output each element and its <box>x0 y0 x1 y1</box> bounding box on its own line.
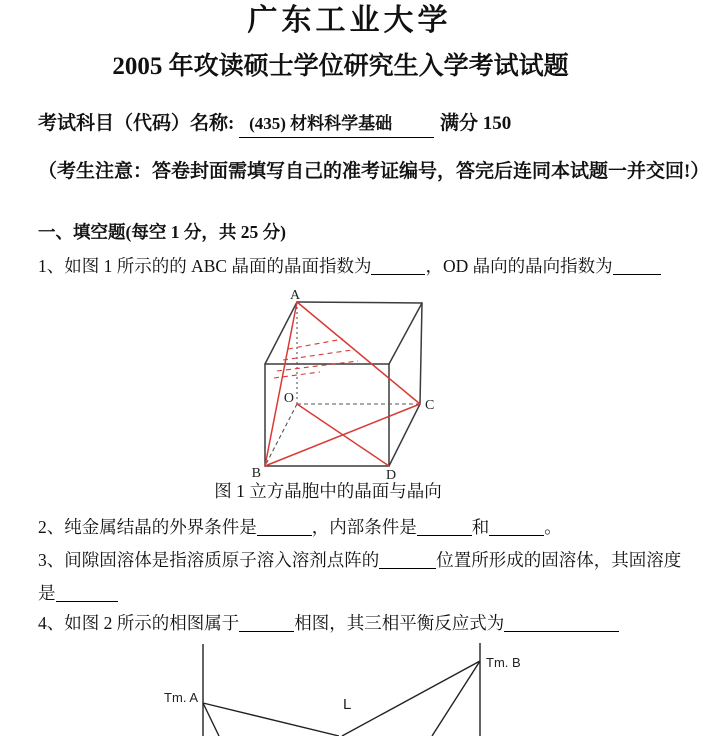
answer-blank <box>371 259 425 275</box>
edge-AC <box>297 302 420 404</box>
question-3-line-2 <box>38 580 118 606</box>
liquid-region-label: L <box>343 696 352 713</box>
question-2 <box>38 514 562 540</box>
melting-point-b-label: Tm. B <box>486 655 521 670</box>
question-3-text-1: 3、间隙固溶体是指溶质原子溶入溶剂点阵的 <box>38 550 380 570</box>
question-1-text-1: 1、如图 1 所示的的 ABC 晶面的晶面指数为 <box>38 256 372 276</box>
question-1-text-2: ，OD 晶向的晶向指数为 <box>425 256 613 276</box>
subject-value-underlined: (435) 材料科学基础 <box>239 111 434 138</box>
solidus-from-b <box>432 661 480 736</box>
question-4-text-1: 4、如图 2 所示的相图属于 <box>38 613 240 633</box>
cube-solid-edges <box>265 302 422 466</box>
question-3-text-3: 是 <box>38 583 56 603</box>
phase-diagram-lines <box>203 643 480 736</box>
question-2-text-1: 2、纯金属结晶的外界条件是 <box>38 517 257 537</box>
question-3-line-1 <box>38 547 681 573</box>
paper-title: 广东工业大学 <box>247 4 452 37</box>
subject-label: 考试科目（代码）名称: <box>38 113 235 134</box>
section-heading-fill-blanks: 一、填空题(每空 1 分，共 25 分) <box>38 222 286 242</box>
answer-blank <box>489 520 544 536</box>
subject-line <box>38 111 678 138</box>
total-score: 满分 150 <box>440 113 512 134</box>
answer-blank <box>504 616 619 632</box>
vertex-label-b: B <box>251 466 261 481</box>
answer-blank <box>613 259 661 275</box>
question-4 <box>38 610 619 636</box>
edge-AB <box>265 302 297 466</box>
vertex-label-o: O <box>283 391 294 406</box>
answer-blank <box>379 553 436 569</box>
melting-point-a-label: Tm. A <box>164 690 198 705</box>
figure1-caption: 图 1 立方晶胞中的晶面与晶向 <box>214 481 442 501</box>
figure2-phase-diagram <box>140 642 560 736</box>
candidate-notice: （考生注意：答卷封面需填写自己的准考证编号，答完后连同本试题一并交回!） <box>38 161 709 182</box>
vertex-label-d: D <box>386 468 397 483</box>
question-2-text-2: ，内部条件是 <box>311 517 417 537</box>
question-1 <box>38 253 661 279</box>
direction-OD <box>297 404 389 466</box>
plane-abc-and-direction-od <box>265 302 420 466</box>
paper-subtitle: 2005 年攻读硕士学位研究生入学考试试题 <box>112 53 569 80</box>
liquidus-from-b <box>342 661 480 736</box>
vertex-label-a: A <box>289 288 301 303</box>
solidus-from-a <box>203 703 219 736</box>
figure1-crystal-cube <box>240 288 445 483</box>
liquidus-from-a <box>203 703 339 736</box>
answer-blank <box>239 616 294 632</box>
question-3-text-2: 位置所形成的固溶体，其固溶度 <box>436 550 682 570</box>
question-2-text-3: 和 <box>471 517 490 537</box>
answer-blank <box>257 520 312 536</box>
answer-blank <box>417 520 472 536</box>
vertex-label-c: C <box>425 398 435 413</box>
answer-blank <box>56 586 118 602</box>
question-2-text-4: 。 <box>544 517 562 537</box>
question-4-text-2: 相图，其三相平衡反应式为 <box>294 613 505 633</box>
